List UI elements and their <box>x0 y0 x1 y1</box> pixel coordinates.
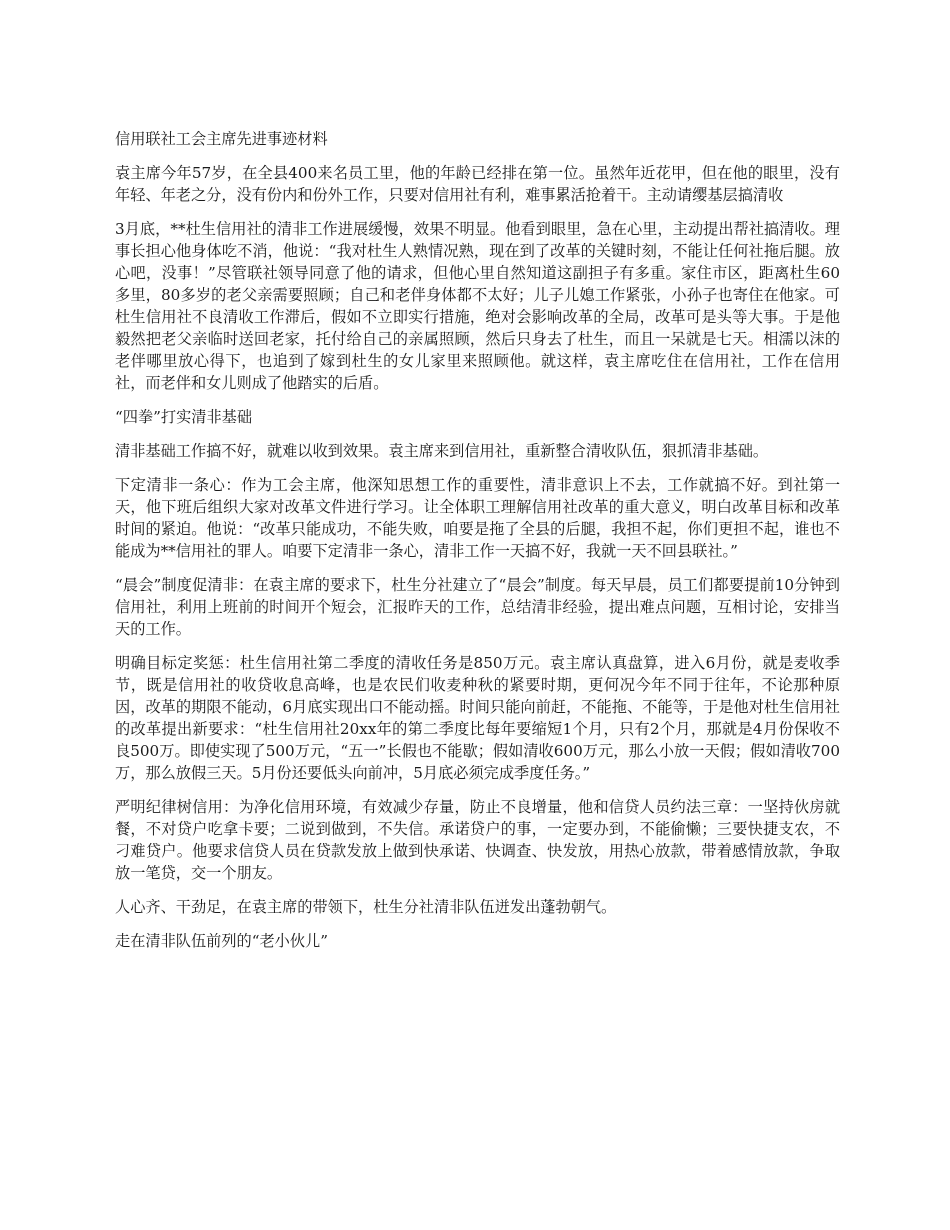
paragraph-intro: 袁主席今年57岁，在全县400来名员工里，他的年龄已经排在第一位。虽然年近花甲，但在他的眼里，没有年轻、年老之分，没有份内和份外工作，只要对信用社有利，难事累活抢着干。主动请缨基层搞清收 <box>115 164 840 204</box>
document-body <box>115 118 840 952</box>
paragraph-targets: 明确目标定奖惩：杜生信用社第二季度的清收任务是850万元。袁主席认真盘算，进入6月份，就是麦收季节，既是信用社的收贷收息高峰，也是农民们收麦种秋的紧要时期，更何况今年不同于往年，不论那种原因，改革的期限不能动，6月底实现出口不能动摇。时间只能向前赶，不能拖、不能等，于是他对杜生信用社的改革提出新要求：“杜生信用社20xx年的第二季度比每年要缩短1个月，只有2个月，那就是4月份保收不良500万。即使实现了500万元，“五一”长假也不能歇；假如清收600万元，那么小放一天假；假如清收700万，那么放假三天。5月份还要低头向前冲，5月底必须完成季度任务。” <box>115 654 840 782</box>
paragraph-morale: 人心齐、干劲足，在袁主席的带领下，杜生分社清非队伍迸发出蓬勃朝气。 <box>115 898 617 916</box>
section-heading-four-fists: “四拳”打实清非基础 <box>115 408 253 426</box>
paragraph-foundation: 清非基础工作搞不好，就难以收到效果。袁主席来到信用社，重新整合清收队伍，狠抓清非基础。 <box>115 442 769 460</box>
paragraph-discipline: 严明纪律树信用：为净化信用环境，有效减少存量，防止不良增量，他和信贷人员约法三章：一坚持伙房就餐，不对贷户吃拿卡要；二说到做到，不失信。承诺贷户的事，一定要办到，不能偷懒；三要快捷支农，不刁难贷户。他要求信贷人员在贷款发放上做到快承诺、快调查、快发放，用热心放款，带着感情放款，争取放一笔贷，交一个朋友。 <box>115 798 840 882</box>
paragraph-determination: 下定清非一条心：作为工会主席，他深知思想工作的重要性，清非意识上不去，工作就搞不好。到社第一天，他下班后组织大家对改革文件进行学习。让全体职工理解信用社改革的重大意义，明白改革目标和改革时间的紧迫。他说：“改革只能成功，不能失败，咱要是拖了全县的后腿，我担不起，你们更担不起，谁也不能成为**信用社的罪人。咱要下定清非一条心，清非工作一天搞不好，我就一天不回县联社。” <box>115 476 840 560</box>
document-title: 信用联社工会主席先进事迹材料 <box>115 130 328 148</box>
paragraph-morning-meeting: “晨会”制度促清非：在袁主席的要求下，杜生分社建立了“晨会”制度。每天早晨，员工们都要提前10分钟到信用社，利用上班前的时间开个短会，汇报昨天的工作，总结清非经验，提出难点问题，互相讨论，安排当天的工作。 <box>115 576 840 638</box>
section-heading-old-young-man: 走在清非队伍前列的“老小伙儿” <box>115 932 328 950</box>
paragraph-march: 3月底，**杜生信用社的清非工作进展缓慢，效果不明显。他看到眼里，急在心里，主动提出帮社搞清收。理事长担心他身体吃不消，他说：“我对杜生人熟情况熟，现在到了改革的关键时刻，不能让任何社拖后腿。放心吧，没事！”尽管联社领导同意了他的请求，但他心里自然知道这副担子有多重。家住市区，距离杜生60多里，80多岁的老父亲需要照顾；自己和老伴身体都不太好；儿子儿媳工作紧张，小孙子也寄住在他家。可杜生信用社不良清收工作滞后，假如不立即实行措施，绝对会影响改革的全局，改革可是头等大事。于是他毅然把老父亲临时送回老家，托付给自己的亲属照顾，然后只身去了杜生，而且一呆就是七天。相濡以沫的老伴哪里放心得下，也追到了嫁到杜生的女儿家里来照顾他。就这样，袁主席吃住在信用社，工作在信用社，而老伴和女儿则成了他踏实的后盾。 <box>115 220 840 392</box>
